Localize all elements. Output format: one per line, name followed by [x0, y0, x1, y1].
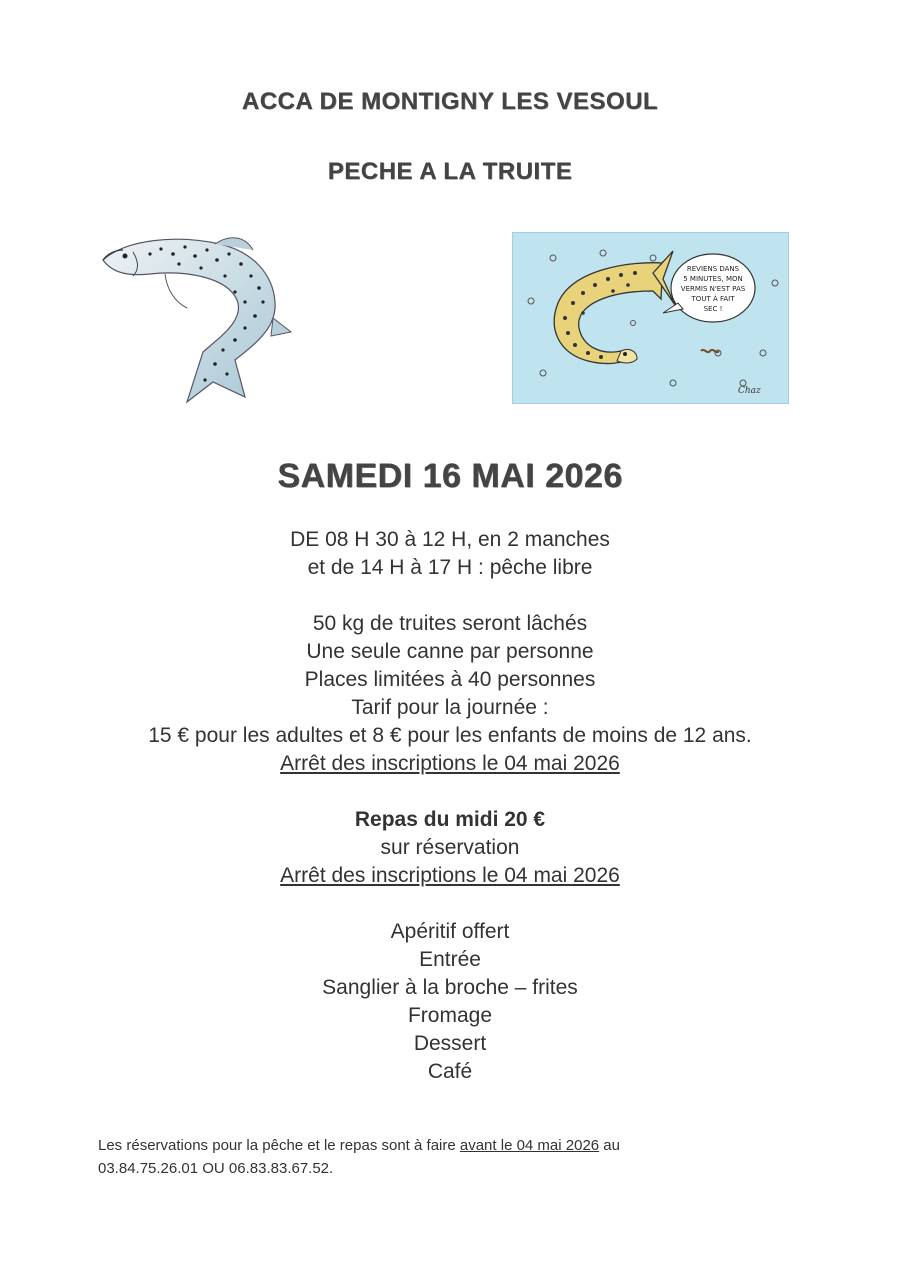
event-date: SAMEDI 16 MAI 2026	[277, 457, 623, 495]
info-tariff: 15 € pour les adultes et 8 € pour les enfants de moins de 12 ans.	[148, 724, 752, 747]
cartoon-trout-illustration	[512, 232, 789, 404]
footer-text-deadline: avant le 04 mai 2026	[459, 1137, 600, 1154]
meal-deadline-text: Arrêt des inscriptions le 04 mai 2026	[280, 864, 620, 887]
schedule-afternoon: et de 14 H à 17 H : pêche libre	[307, 556, 593, 579]
menu-item: Apéritif offert	[390, 920, 510, 943]
meal-title: Repas du midi 20 €	[354, 808, 546, 831]
menu-item: Dessert	[413, 1032, 487, 1055]
meal-deadline	[0, 862, 900, 890]
org-title: ACCA DE MONTIGNY LES VESOUL	[241, 88, 659, 115]
bubble-line-3: VERMIS N'EST PAS	[680, 285, 746, 293]
info-tariff-label: Tarif pour la journée :	[351, 696, 549, 719]
footer-reservations	[98, 1134, 818, 1157]
menu-item: Café	[427, 1060, 473, 1083]
event-title: PECHE A LA TRUITE	[327, 158, 573, 185]
footer-text-after: au	[599, 1137, 620, 1154]
bubble-line-5: SEC !	[703, 305, 723, 313]
trout-illustration	[95, 232, 295, 407]
bubble-line-4: TOUT À FAIT	[691, 295, 735, 303]
info-deadline-text: Arrêt des inscriptions le 04 mai 2026	[280, 752, 620, 775]
info-rod: Une seule canne par personne	[306, 640, 594, 663]
footer-phones: 03.84.75.26.01 OU 06.83.83.67.52.	[98, 1160, 334, 1177]
schedule-morning: DE 08 H 30 à 12 H, en 2 manches	[290, 528, 610, 551]
info-trout: 50 kg de truites seront lâchés	[312, 612, 588, 635]
menu-item: Entrée	[419, 948, 481, 971]
menu-item: Sanglier à la broche – frites	[322, 976, 578, 999]
footer-text-before: Les réservations pour la pêche et le repas sont à faire	[98, 1137, 460, 1154]
info-deadline	[0, 750, 900, 778]
info-places: Places limitées à 40 personnes	[304, 668, 596, 691]
bubble-line-1: REVIENS DANS	[686, 265, 740, 273]
cartoon-signature: Chaz	[738, 386, 761, 396]
menu-item: Fromage	[407, 1004, 493, 1027]
meal-reservation: sur réservation	[380, 836, 520, 859]
bubble-line-2: 5 MINUTES, MON	[683, 275, 743, 283]
